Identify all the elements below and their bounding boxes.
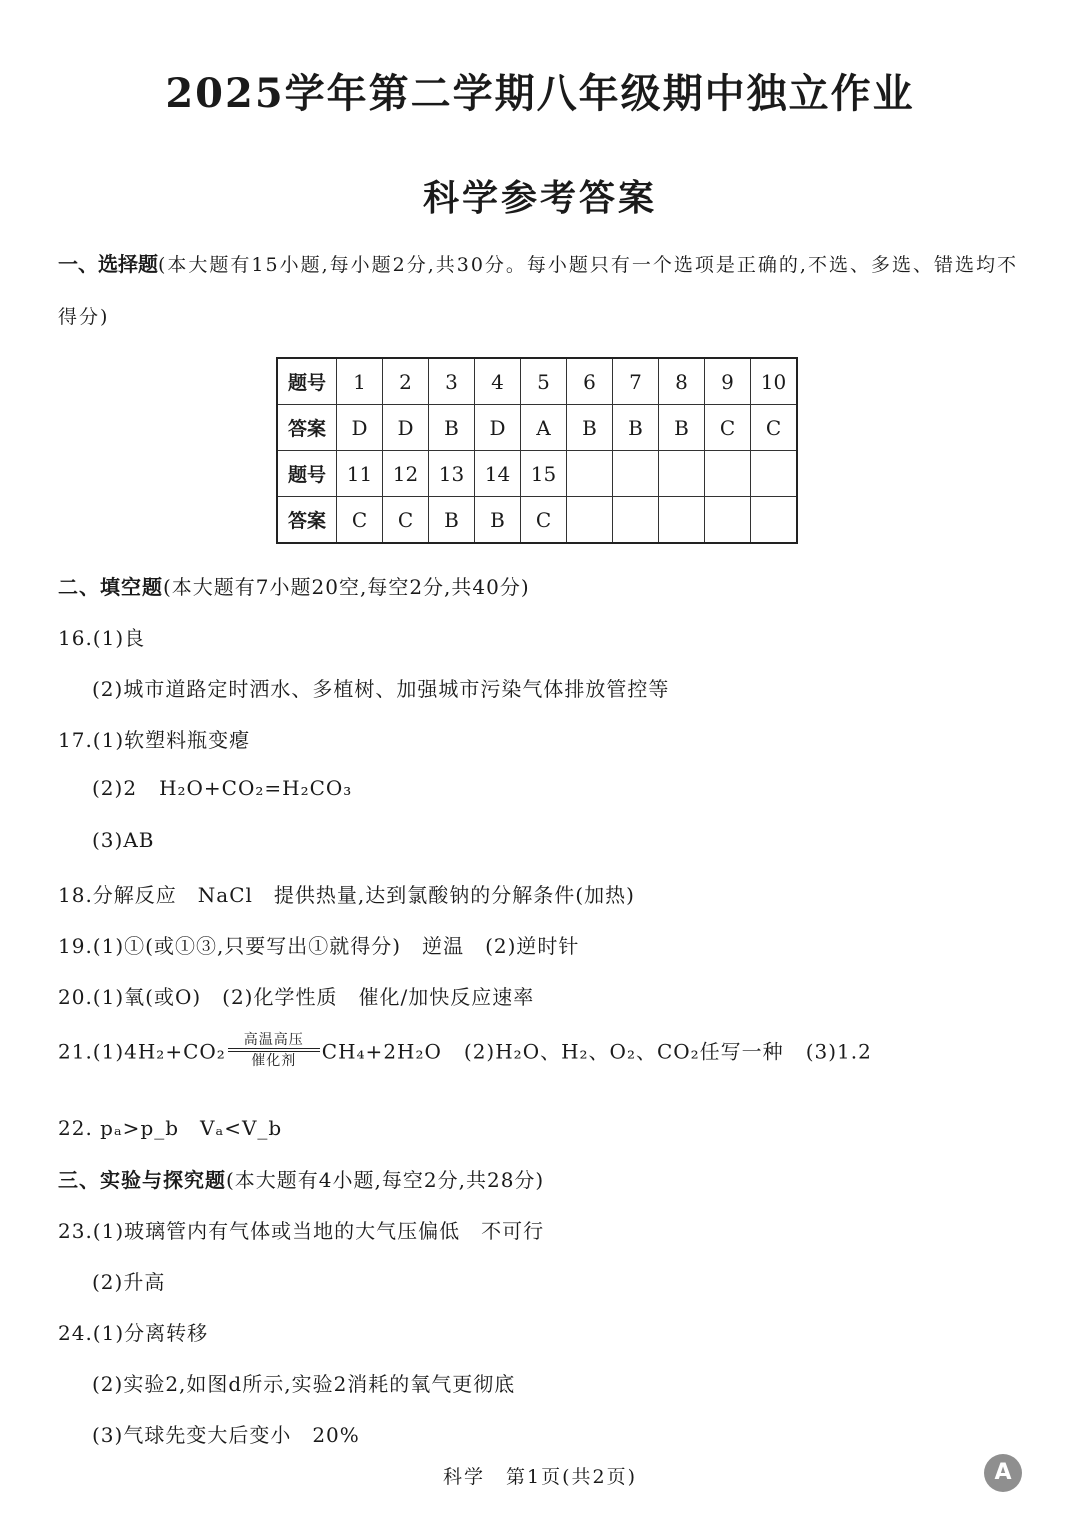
answer-17-3: (3)AB: [92, 828, 155, 852]
table-cell: B: [475, 497, 521, 544]
section-3-description: (本大题有4小题,每空2分,共28分): [226, 1168, 545, 1192]
table-row: [277, 451, 797, 497]
answer-24-1: 24.(1)分离转移: [58, 1321, 209, 1345]
section-1-description: (本大题有15小题,每小题2分,共30分。每小题只有一个选项是正确的,不选、多选、错选均不得分): [58, 254, 1018, 328]
answer-17-2: [92, 776, 352, 800]
reaction-condition-top: 高温高压: [243, 1032, 304, 1048]
table-label-question: 题号: [277, 358, 337, 405]
table-cell: 5: [521, 358, 567, 405]
table-label-question: 题号: [277, 451, 337, 497]
table-cell: B: [429, 497, 475, 544]
table-cell: C: [751, 405, 798, 451]
table-cell: 10: [751, 358, 798, 405]
answer-21-2: (2)H₂O、H₂、O₂、CO₂任写一种: [463, 1039, 784, 1064]
table-cell: C: [383, 497, 429, 544]
table-cell: B: [659, 405, 705, 451]
table-label-answer: 答案: [277, 405, 337, 451]
table-cell: [613, 497, 659, 544]
table-cell: [567, 451, 613, 497]
document-title: 2025学年第二学期八年级期中独立作业: [165, 70, 915, 117]
answer-18: 18.分解反应 NaCl 提供热量,达到氯酸钠的分解条件(加热): [58, 883, 635, 907]
answer-23-2: (2)升高: [92, 1270, 166, 1294]
section-1-title: 一、选择题: [58, 252, 158, 276]
table-cell: D: [337, 405, 383, 451]
answer-24-3: (3)气球先变大后变小 20%: [92, 1423, 360, 1447]
answer-21-products: CH₄+2H₂O: [321, 1039, 442, 1064]
table-cell: 15: [521, 451, 567, 497]
table-cell: A: [521, 405, 567, 451]
table-cell: 9: [705, 358, 751, 405]
section-2-description: (本大题有7小题20空,每空2分,共40分): [163, 575, 530, 599]
answer-21: [58, 1034, 872, 1072]
table-cell: [659, 451, 705, 497]
document-subtitle: 科学参考答案: [422, 177, 657, 219]
answer-20: 20.(1)氧(或O) (2)化学性质 催化/加快反应速率: [58, 985, 535, 1009]
section-2-heading: [58, 571, 530, 600]
page-footer: 科学 第1页(共2页): [442, 1466, 637, 1488]
table-row: [277, 405, 797, 451]
version-badge: A: [984, 1454, 1022, 1492]
answer-16-2: (2)城市道路定时洒水、多植树、加强城市污染气体排放管控等: [92, 677, 670, 701]
table-cell: 7: [613, 358, 659, 405]
table-row: [277, 358, 797, 405]
answer-16-1: 16.(1)良: [58, 626, 146, 650]
table-cell: [751, 451, 798, 497]
section-2-title: 二、填空题: [58, 575, 163, 599]
answer-17-1: 17.(1)软塑料瓶变瘪: [58, 728, 251, 752]
table-cell: 2: [383, 358, 429, 405]
table-row: [277, 497, 797, 544]
table-cell: [751, 497, 798, 544]
table-cell: 6: [567, 358, 613, 405]
table-cell: 13: [429, 451, 475, 497]
table-cell: D: [383, 405, 429, 451]
reaction-condition: [228, 1032, 320, 1070]
table-cell: 3: [429, 358, 475, 405]
table-cell: 14: [475, 451, 521, 497]
table-cell: 8: [659, 358, 705, 405]
table-cell: C: [521, 497, 567, 544]
answer-19: 19.(1)①(或①③,只要写出①就得分) 逆温 (2)逆时针: [58, 934, 580, 958]
table-cell: B: [429, 405, 475, 451]
table-cell: 1: [337, 358, 383, 405]
table-cell: 11: [337, 451, 383, 497]
answer-17-2-prefix: (2)2: [92, 776, 138, 800]
section-3-heading: [58, 1164, 544, 1193]
table-cell: [613, 451, 659, 497]
section-3-title: 三、实验与探究题: [58, 1168, 226, 1192]
answer-table: [276, 357, 798, 544]
table-cell: 12: [383, 451, 429, 497]
table-cell: 4: [475, 358, 521, 405]
table-cell: [705, 451, 751, 497]
answer-22: 22. pₐ>p_b Vₐ<V_b: [58, 1116, 283, 1140]
section-1-heading: [58, 238, 1038, 343]
table-cell: B: [613, 405, 659, 451]
table-cell: B: [567, 405, 613, 451]
reaction-condition-bottom: 催化剂: [251, 1053, 297, 1069]
table-cell: C: [705, 405, 751, 451]
table-cell: C: [337, 497, 383, 544]
answer-21-3: (3)1.2: [805, 1039, 872, 1064]
table-cell: [567, 497, 613, 544]
answer-21-reactants: 21.(1)4H₂+CO₂: [58, 1039, 226, 1064]
table-cell: [659, 497, 705, 544]
chemical-equation: H₂O+CO₂=H₂CO₃: [159, 776, 353, 800]
table-label-answer: 答案: [277, 497, 337, 544]
answer-23-1: 23.(1)玻璃管内有气体或当地的大气压偏低 不可行: [58, 1219, 545, 1243]
table-cell: [705, 497, 751, 544]
answer-24-2: (2)实验2,如图d所示,实验2消耗的氧气更彻底: [92, 1372, 516, 1396]
table-cell: D: [475, 405, 521, 451]
